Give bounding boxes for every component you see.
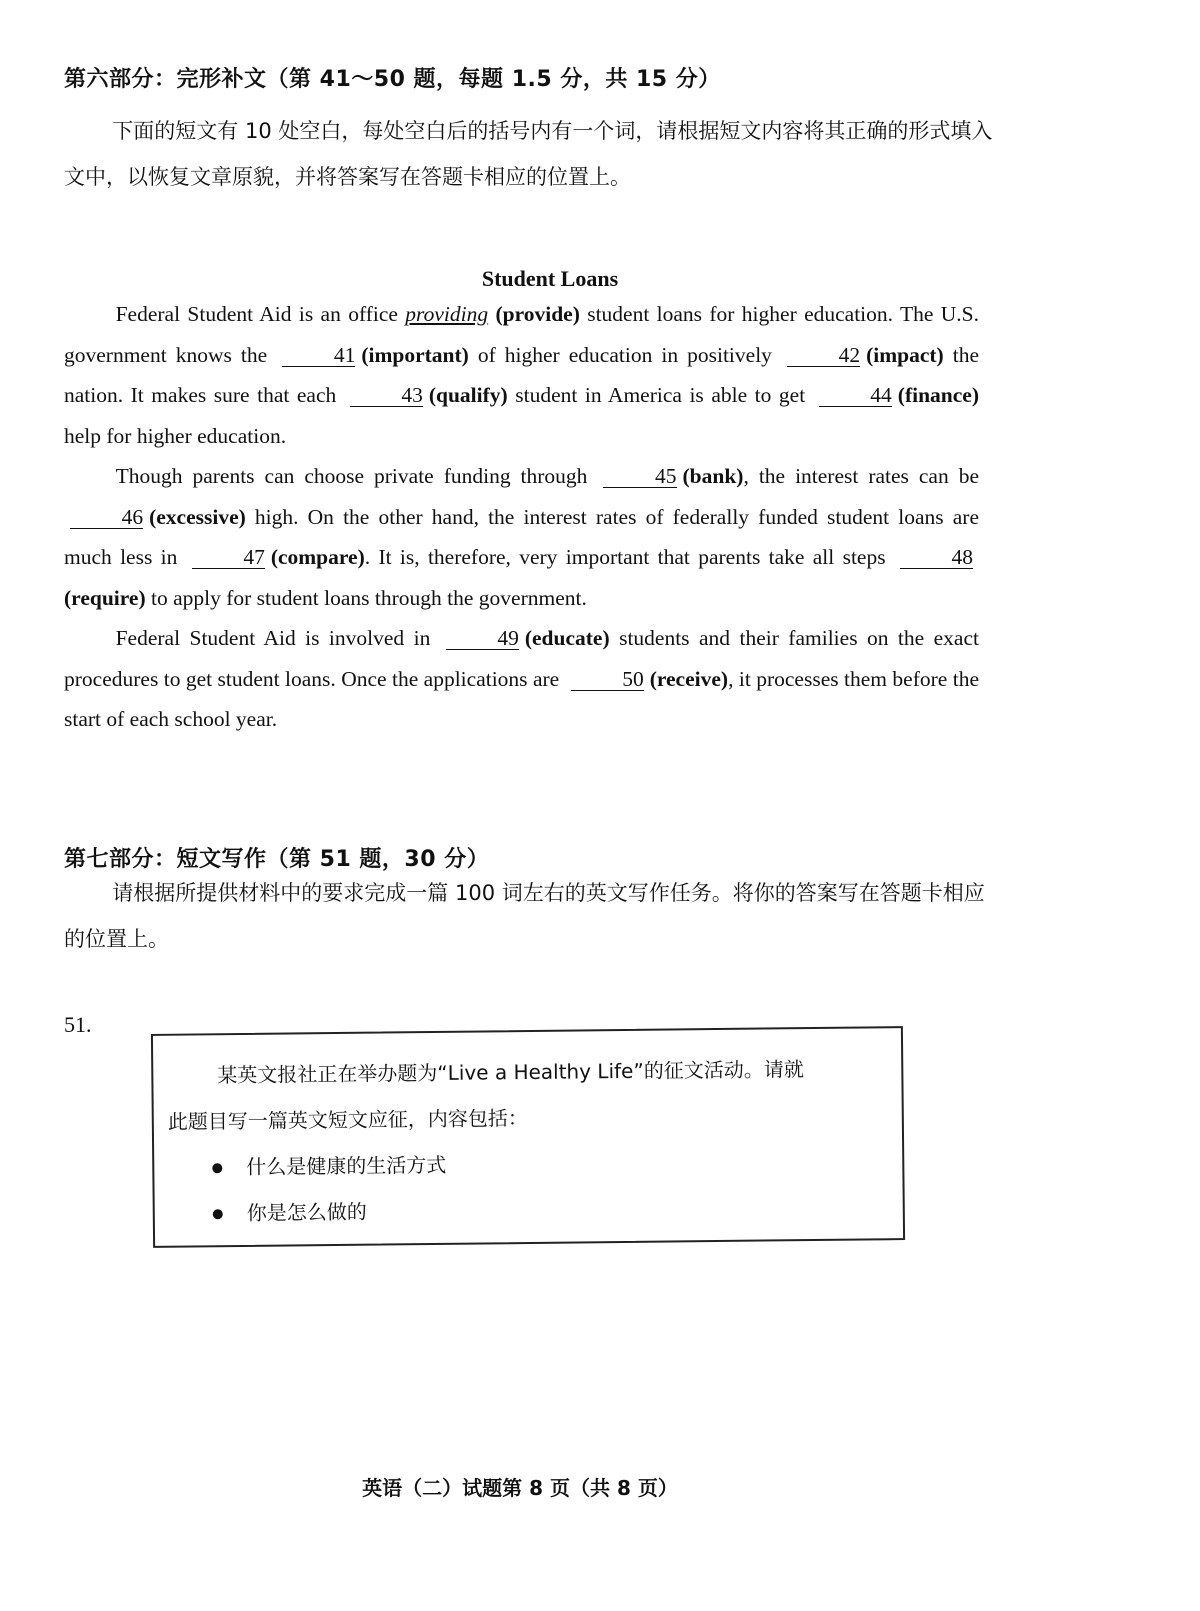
hint-word: (finance)	[897, 383, 979, 407]
article-title: Student Loans	[481, 266, 619, 291]
text: to apply for student loans through the government.	[145, 585, 587, 610]
paragraph-2	[64, 456, 979, 618]
bullet-icon	[212, 1163, 222, 1173]
bullet-icon	[213, 1209, 223, 1219]
hint-word: (important)	[361, 342, 469, 367]
hint-word: (receive)	[649, 666, 729, 691]
text: . It is, therefore, very important that parents take all steps	[364, 545, 894, 569]
text: student in America is able to get	[507, 383, 813, 407]
section7-instructions: 请根据所提供材料中的要求完成一篇 100 词左右的英文写作任务。将你的答案写在答题卡相应的位置上。	[64, 881, 985, 951]
blank-45[interactable]: 45	[603, 465, 676, 488]
text: the nation. It makes sure that each	[64, 342, 979, 407]
text: , the interest rates can be	[743, 464, 980, 488]
hint-word: (bank)	[682, 464, 744, 488]
section6-instructions: 下面的短文有 10 处空白，每处空白后的括号内有一个词，请根据短文内容将其正确的形式填入文中，以恢复文章原貌，并将答案写在答题卡相应的位置上。	[64, 119, 993, 189]
paragraph-1	[64, 294, 979, 456]
hint-word: (excessive)	[149, 504, 246, 529]
blank-42[interactable]: 42	[787, 344, 860, 367]
paragraph-3	[64, 618, 979, 740]
task-bullet-2: 你是怎么做的	[246, 1199, 367, 1225]
hint-word: (require)	[64, 585, 146, 610]
section6-title: 第六部分：完形补文（第 41～50 题，每题 1.5 分，共 15 分）	[64, 67, 721, 92]
blank-46[interactable]: 46	[70, 506, 143, 529]
blank-41[interactable]: 41	[282, 344, 355, 367]
text: help for higher education.	[64, 423, 287, 448]
article-body	[64, 294, 979, 740]
hint-word: (compare)	[270, 545, 365, 569]
text: Though parents can choose private funding through	[115, 464, 598, 488]
text: high. On the other hand, the interest rates of federally funded student loans are much less in	[64, 504, 979, 569]
blank-44[interactable]: 44	[819, 384, 892, 407]
task-line-2: 此题目写一篇英文短文应征，内容包括：	[167, 1106, 528, 1134]
page-footer: 英语（二）试题第 8 页（共 8 页）	[362, 1476, 678, 1500]
blank-47[interactable]: 47	[192, 546, 265, 569]
writing-task-box	[151, 1026, 905, 1248]
hint-word: (qualify)	[428, 383, 508, 407]
text: students and their families on the exact procedures to get student loans. Once the applications are	[64, 626, 979, 691]
blank-49[interactable]: 49	[446, 627, 519, 650]
text: Federal Student Aid is involved in	[115, 626, 440, 650]
blank-48[interactable]: 48	[900, 546, 973, 569]
hint-word: (educate)	[524, 626, 610, 650]
text: student loans for higher education. The U.S. government knows the	[64, 302, 979, 367]
question-number: 51.	[64, 1012, 92, 1037]
section7-title: 第七部分：短文写作（第 51 题，30 分）	[64, 847, 490, 872]
task-bullet-1: 什么是健康的生活方式	[246, 1152, 447, 1179]
blank-50[interactable]: 50	[571, 668, 644, 691]
hint-word: (impact)	[866, 342, 944, 367]
task-line-1: 某英文报社正在举办题为“Live a Healthy Life”的征文活动。请就	[217, 1057, 804, 1088]
text: of higher education in positively	[468, 342, 781, 367]
hint-word: (provide)	[495, 302, 580, 326]
text: , it processes them before the start of each school year.	[64, 666, 979, 731]
blank-43[interactable]: 43	[350, 384, 423, 407]
text: Federal Student Aid is an office	[115, 302, 406, 326]
example-answer: providing	[405, 302, 489, 326]
